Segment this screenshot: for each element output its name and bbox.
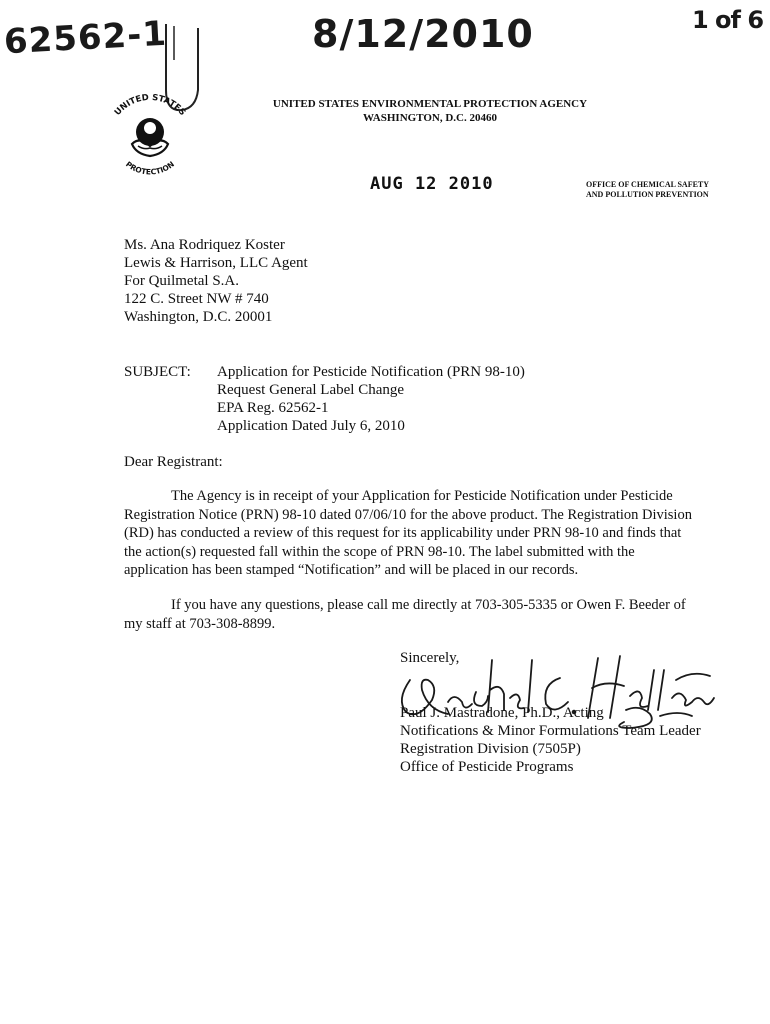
paragraph-line: The Agency is in receipt of your Application for Pesticide Notification under Pesticide (171, 488, 673, 504)
paragraph-line: Registration Notice (PRN) 98-10 dated 07/06/10 for the above product. The Registration Division (124, 506, 692, 523)
date-stamp: AUG 12 2010 (370, 174, 494, 194)
body-paragraph-1 (124, 487, 744, 580)
subject-line: Application Dated July 6, 2010 (217, 418, 405, 434)
recipient-address (124, 236, 308, 326)
seal-text-top: UNITED STATES (112, 92, 188, 118)
svg-text:PROTECTION (124, 160, 176, 177)
office-header (586, 180, 709, 200)
recipient-line: Washington, D.C. 20001 (124, 309, 273, 325)
subject-line: Request General Label Change (217, 382, 405, 398)
office-line-1: OFFICE OF CHEMICAL SAFETY (586, 180, 710, 189)
body-paragraph-2 (124, 596, 744, 633)
salutation: Dear Registrant: (124, 454, 223, 470)
signer-division: Registration Division (7505P) (400, 741, 581, 757)
signature-block (400, 704, 701, 776)
handwritten-page-count: 1 of 6 (692, 6, 764, 34)
closing: Sincerely, (400, 650, 460, 666)
svg-text:UNITED STATES (113, 93, 187, 118)
subject-line: EPA Reg. 62562-1 (217, 400, 329, 416)
paragraph-line: application has been stamped “Notification” and will be placed in our records. (124, 562, 579, 578)
paragraph-line: If you have any questions, please call me directly at 703-305-5335 or Owen F. Beeder of (171, 597, 686, 613)
signer-title: Notifications & Minor Formulations Team Leader (400, 723, 701, 739)
signer-office: Office of Pesticide Programs (400, 759, 574, 775)
recipient-line: For Quilmetal S.A. (124, 273, 239, 289)
subject-line: Application for Pesticide Notification (PRN 98-10) (217, 364, 525, 380)
seal-text-bottom: PROTECTION (124, 159, 176, 177)
subject-label: SUBJECT: (124, 364, 191, 380)
recipient-line: 122 C. Street NW # 740 (124, 291, 269, 307)
agency-name: UNITED STATES ENVIRONMENTAL PROTECTION AGENCY (272, 98, 588, 110)
handwritten-date: 8/12/2010 (312, 12, 534, 56)
paragraph-line: my staff at 703-308-8899. (124, 615, 276, 632)
agency-city: WASHINGTON, D.C. 20460 (363, 112, 497, 124)
recipient-line: Ms. Ana Rodriquez Koster (124, 237, 285, 253)
agency-header (250, 97, 610, 125)
recipient-line: Lewis & Harrison, LLC Agent (124, 255, 308, 271)
handwritten-reg-number: 62562-1 (3, 13, 168, 63)
paragraph-line: (RD) has conducted a review of this request for its applicability under PRN 98-10 and finds that (124, 525, 682, 541)
subject-lines (217, 363, 525, 435)
office-line-2: AND POLLUTION PREVENTION (586, 190, 709, 199)
paragraph-line: the action(s) requested fall within the scope of PRN 98-10. The label submitted with the (124, 543, 635, 560)
signer-name: Paul J. Mastradone, Ph.D., Acting (400, 705, 604, 721)
epa-seal (94, 84, 206, 196)
